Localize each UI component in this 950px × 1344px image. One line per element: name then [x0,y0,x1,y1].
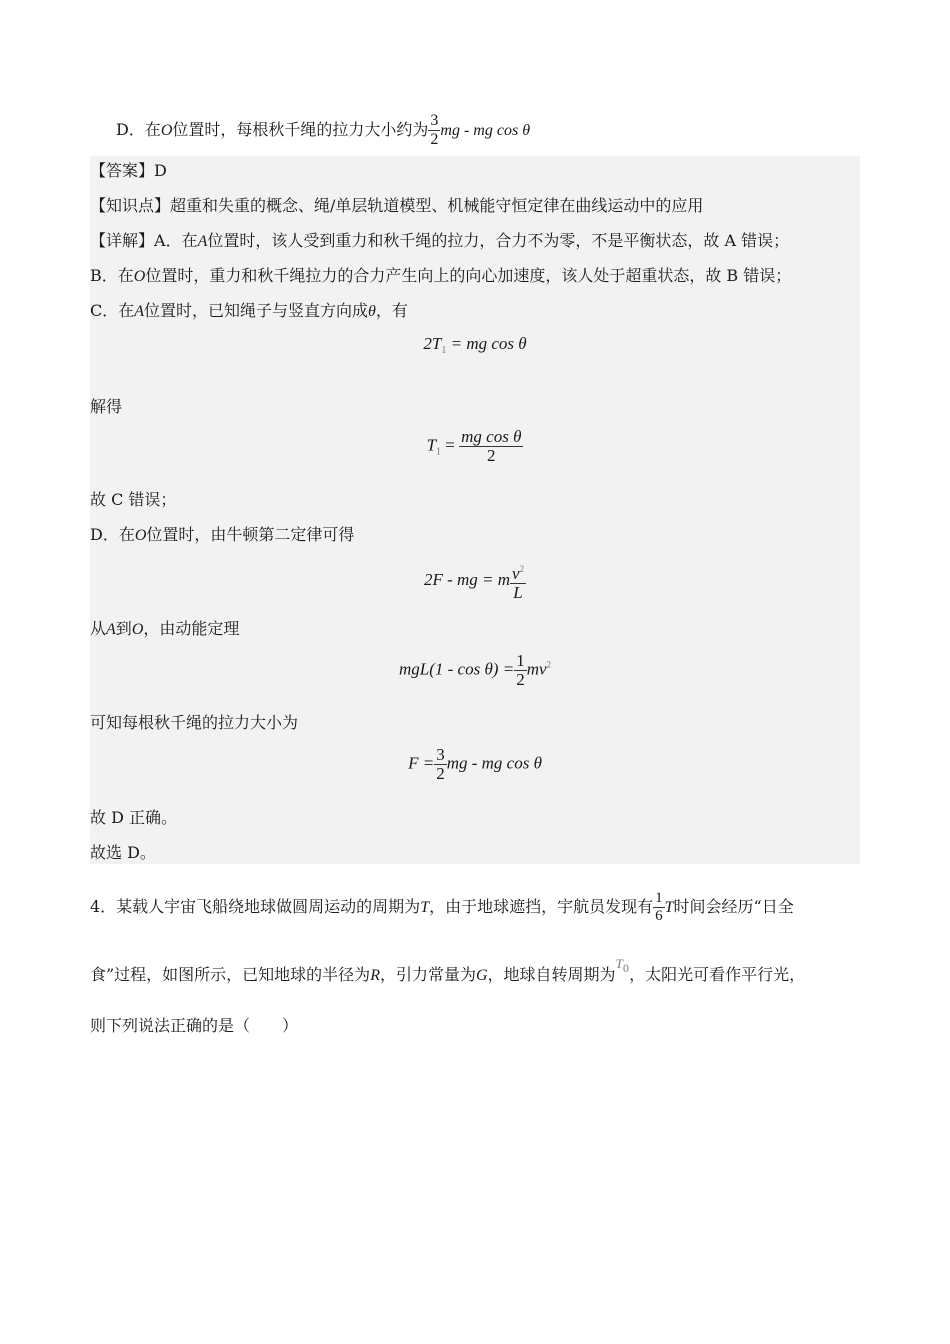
fraction-3-2-answer: $\frac{3}{2}$ [436,745,445,783]
solve-line: 解得 [90,397,123,416]
choose-line: 故选 D。 [90,843,156,862]
detail-d-line: D．在O位置时，由牛顿第二定律可得 [90,525,355,544]
detail-b-line: B．在O位置时，重力和秋千绳拉力的合力产生向上的向心加速度，该人处于超重状态，故 B 错误； [90,266,792,285]
knowledge-line: 【知识点】超重和失重的概念、绳/单层轨道模型、机械能守恒定律在曲线运动中的应用 [90,196,704,215]
fraction-v2-L: $\frac{v^2}{L}$ [510,560,526,602]
equation-4: mgL(1 - cos θ) = $\frac{1}{2}$ $mv^2$ [398,651,552,689]
question4-line2: 食”过程，如图所示，已知地球的半径为R，引力常量为G，地球自转周期为$T_0$，太阳光可看作平行光， [90,956,806,984]
detail-c-line: C．在A位置时，已知绳子与竖直方向成θ，有 [90,301,408,320]
answer-line: 【答案】D [90,161,167,180]
equation-2: $T_1$ = $\frac{\text{mg cos θ}}{2}$ [426,427,522,465]
d-correct-line: 故 D 正确。 [90,808,178,827]
question4-line3: 则下列说法正确的是（ ） [90,1016,299,1035]
fraction-mgcos-2: $\frac{\text{mg cos θ}}{2}$ [461,427,522,465]
from-a-to-o-line: 从A到O，由动能定理 [90,619,240,638]
fraction-3-2: $\frac{3}{2}$ [430,112,439,148]
fraction-1-6: $\frac{1}{6}$ [655,890,663,924]
equation-3: 2F - mg = m $\frac{v^2}{L}$ [90,560,860,602]
detail-a-line: 【详解】A．在A位置时，该人受到重力和秋千绳的拉力，合力不为零，不是平衡状态，故 A 错误； [90,231,790,250]
c-wrong-line: 故 C 错误； [90,490,177,509]
equation-1: $2T_1$ = mg cos θ [423,334,527,356]
option-d: D．在O位置时，每根秋千绳的拉力大小约为 $\frac{3}{2}$ mg - mg cos θ [116,112,531,148]
know-force-line: 可知每根秋千绳的拉力大小为 [90,713,299,732]
equation-5: F = $\frac{3}{2}$ mg - mg cos θ [408,745,542,783]
fraction-1-2: $\frac{1}{2}$ [516,651,525,689]
question4-line1: 4．某载人宇宙飞船绕地球做圆周运动的周期为T，由于地球遮挡，宇航员发现有 $\frac{1}{6}$ T时间会经历“日全 [90,890,794,924]
